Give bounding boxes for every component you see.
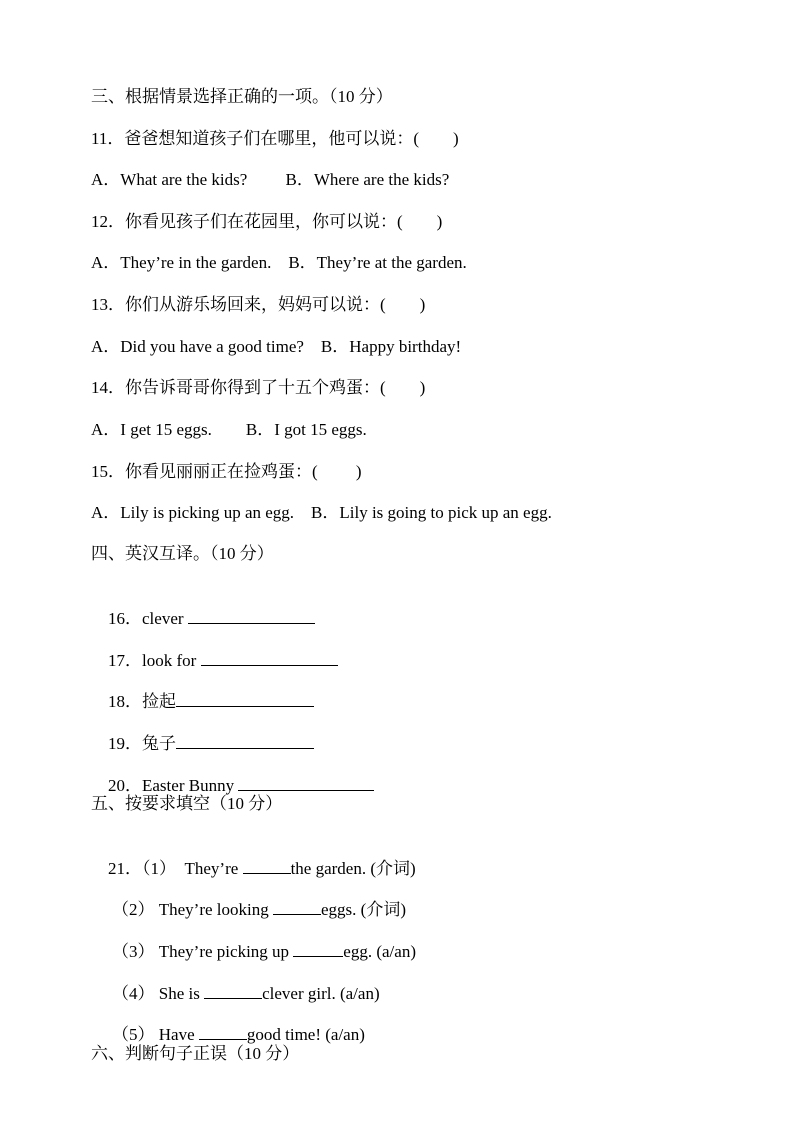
section-4-heading: 四、英汉互译。（10 分） xyxy=(91,544,274,563)
question-16-text: 16．clever xyxy=(108,609,188,628)
answer-blank-21-4[interactable] xyxy=(204,982,262,999)
question-17-text: 17．look for xyxy=(108,651,201,670)
question-19-text: 19．兔子 xyxy=(108,734,176,753)
answer-blank-21-2[interactable] xyxy=(273,898,321,915)
answer-blank-21-3[interactable] xyxy=(293,940,343,957)
question-12-options: A．They’re in the garden. B．They’re at the garden. xyxy=(91,253,467,272)
question-12-stem: 12．你看见孩子们在花园里，你可以说：( ) xyxy=(91,212,443,231)
answer-blank-20[interactable] xyxy=(238,774,374,791)
item-5-suffix: good time! (a/an) xyxy=(246,1025,365,1044)
item-1-prefix: They’re xyxy=(184,859,243,878)
answer-blank-17[interactable] xyxy=(201,649,338,666)
answer-blank-18[interactable] xyxy=(176,690,314,707)
item-5-number: （5） xyxy=(112,1025,155,1044)
question-13-options: A．Did you have a good time? B．Happy birthday! xyxy=(91,337,462,356)
item-5-prefix: Have xyxy=(158,1025,199,1044)
item-4-number: （4） xyxy=(112,984,155,1003)
answer-blank-19[interactable] xyxy=(176,732,314,749)
item-2-number: （2） xyxy=(112,900,155,919)
question-20-text: 20．Easter Bunny xyxy=(108,776,239,795)
answer-blank-21-1[interactable] xyxy=(243,857,291,874)
section-6-heading: 六、判断句子正误（10 分） xyxy=(91,1044,300,1063)
item-3-prefix: They’re picking up xyxy=(158,942,294,961)
section-5-heading: 五、按要求填空（10 分） xyxy=(91,794,283,813)
item-4-suffix: clever girl. (a/an) xyxy=(262,984,380,1003)
question-14-stem: 14．你告诉哥哥你得到了十五个鸡蛋：( ) xyxy=(91,378,426,397)
answer-blank-16[interactable] xyxy=(188,607,315,624)
question-14-options: A．I get 15 eggs. B．I got 15 eggs. xyxy=(91,420,367,439)
question-21-number: 21．（1） xyxy=(108,859,176,878)
item-4-prefix: She is xyxy=(158,984,205,1003)
item-1-suffix: the garden. (介词) xyxy=(290,859,416,878)
question-11-options: A．What are the kids? B．Where are the kids? xyxy=(91,170,450,189)
question-11-stem: 11．爸爸想知道孩子们在哪里，他可以说：( ) xyxy=(91,129,459,148)
question-13-stem: 13．你们从游乐场回来，妈妈可以说：( ) xyxy=(91,295,426,314)
question-18-text: 18．捡起 xyxy=(108,692,176,711)
question-15-options: A．Lily is picking up an egg. B．Lily is going to pick up an egg. xyxy=(91,503,552,522)
item-3-number: （3） xyxy=(112,942,155,961)
section-3-heading: 三、根据情景选择正确的一项。（10 分） xyxy=(91,87,393,106)
item-3-suffix: egg. (a/an) xyxy=(343,942,416,961)
answer-blank-21-5[interactable] xyxy=(199,1023,247,1040)
question-15-stem: 15．你看见丽丽正在捡鸡蛋：( ) xyxy=(91,462,362,481)
item-2-suffix: eggs. (介词) xyxy=(321,900,406,919)
item-2-prefix: They’re looking xyxy=(158,900,273,919)
